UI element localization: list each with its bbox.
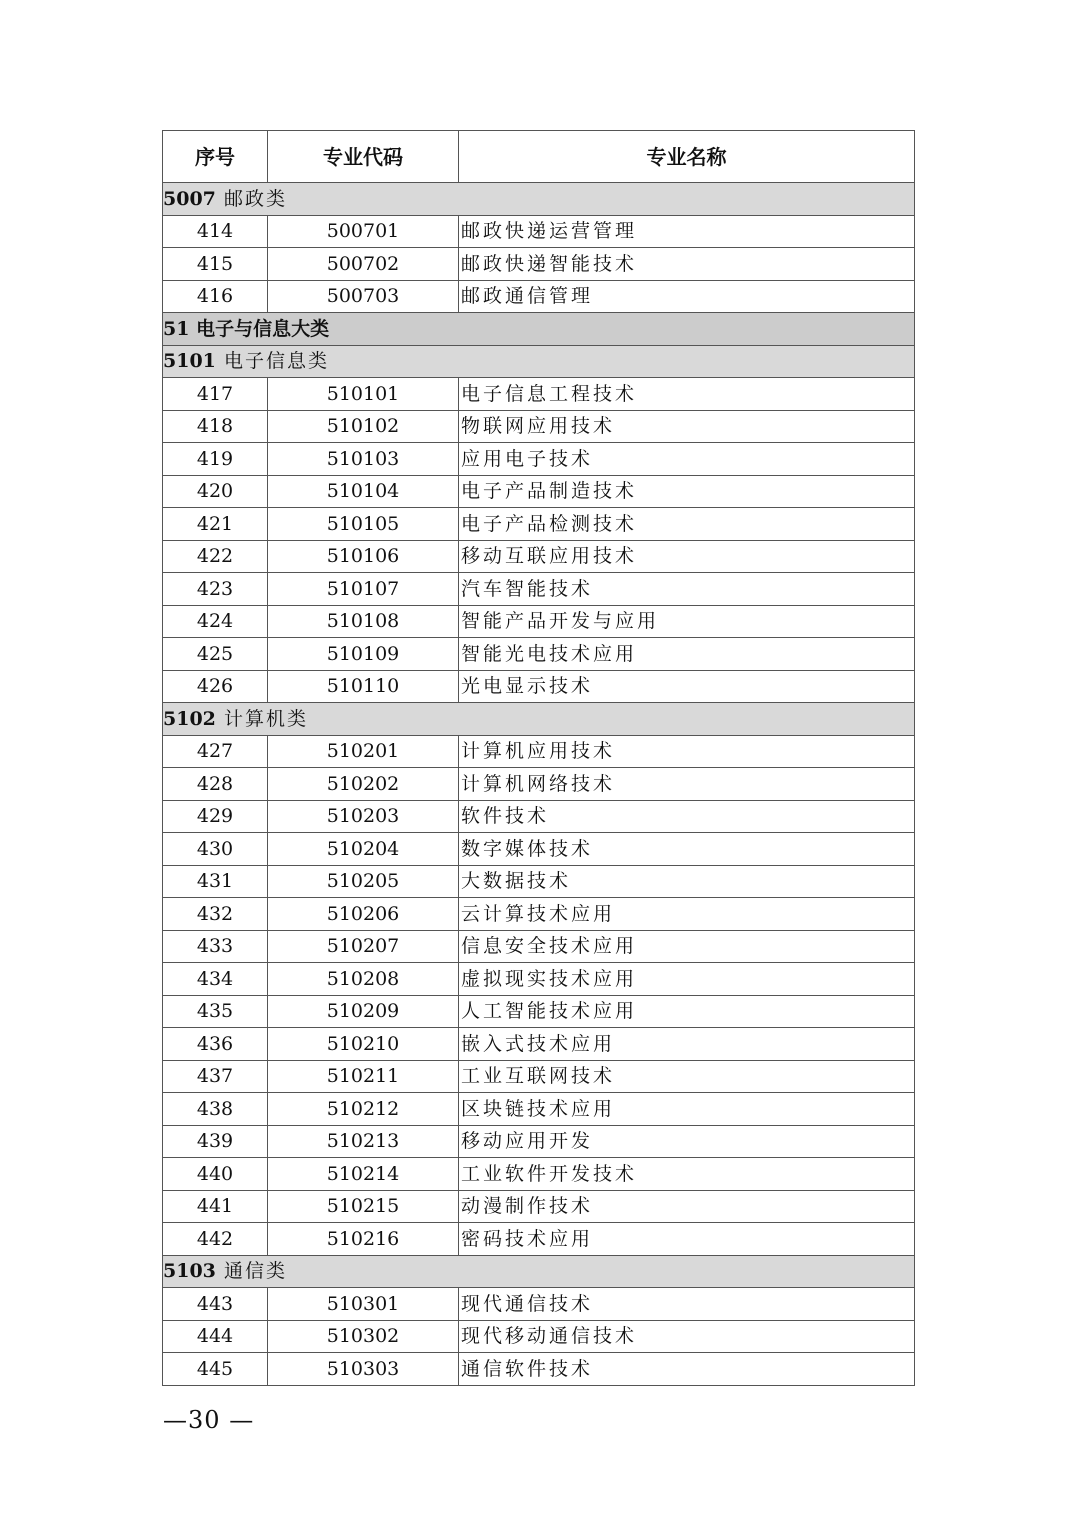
- row-code: 510107: [268, 573, 459, 606]
- table-row: [163, 443, 915, 476]
- row-seq: 430: [163, 833, 268, 866]
- row-name: 云计算技术应用: [459, 898, 915, 931]
- category-row: [163, 1255, 915, 1288]
- row-name: 应用电子技术: [459, 443, 915, 476]
- row-name: 人工智能技术应用: [459, 995, 915, 1028]
- row-seq: 424: [163, 605, 268, 638]
- row-seq: 419: [163, 443, 268, 476]
- row-name: 计算机网络技术: [459, 768, 915, 801]
- category-code: 5102: [163, 707, 216, 730]
- table-row: [163, 670, 915, 703]
- table-row: [163, 280, 915, 313]
- row-name: 邮政通信管理: [459, 280, 915, 313]
- row-name: 信息安全技术应用: [459, 930, 915, 963]
- table-row: [163, 768, 915, 801]
- category-code: 5007: [163, 187, 216, 210]
- row-code: 510207: [268, 930, 459, 963]
- table-row: [163, 508, 915, 541]
- category-cell: [163, 183, 915, 216]
- table-row: [163, 1223, 915, 1256]
- row-seq: 418: [163, 410, 268, 443]
- table-row: [163, 1093, 915, 1126]
- row-seq: 426: [163, 670, 268, 703]
- row-name: 通信软件技术: [459, 1353, 915, 1386]
- table-row: [163, 605, 915, 638]
- row-name: 光电显示技术: [459, 670, 915, 703]
- row-seq: 421: [163, 508, 268, 541]
- row-code: 510201: [268, 735, 459, 768]
- row-code: 510101: [268, 378, 459, 411]
- table-row: [163, 1028, 915, 1061]
- category-cell: [163, 1255, 915, 1288]
- table-row: [163, 1158, 915, 1191]
- row-code: 510102: [268, 410, 459, 443]
- table-body: [163, 183, 915, 1386]
- row-name: 电子产品制造技术: [459, 475, 915, 508]
- row-name: 物联网应用技术: [459, 410, 915, 443]
- table-row: [163, 410, 915, 443]
- row-seq: 435: [163, 995, 268, 1028]
- table-row: [163, 573, 915, 606]
- page-number: 30: [188, 1406, 221, 1434]
- table-row: [163, 995, 915, 1028]
- row-code: 510203: [268, 800, 459, 833]
- row-name: 软件技术: [459, 800, 915, 833]
- row-name: 嵌入式技术应用: [459, 1028, 915, 1061]
- row-seq: 443: [163, 1288, 268, 1321]
- row-name: 数字媒体技术: [459, 833, 915, 866]
- row-seq: 425: [163, 638, 268, 671]
- major-category-row: [163, 313, 915, 346]
- table-row: [163, 833, 915, 866]
- row-code: 510214: [268, 1158, 459, 1191]
- row-code: 510211: [268, 1060, 459, 1093]
- table-row: [163, 1288, 915, 1321]
- table-row: [163, 800, 915, 833]
- table-row: [163, 1060, 915, 1093]
- row-code: 510302: [268, 1320, 459, 1353]
- table-row: [163, 248, 915, 281]
- table-row: [163, 215, 915, 248]
- majors-table: [162, 130, 915, 1386]
- row-seq: 423: [163, 573, 268, 606]
- table-row: [163, 865, 915, 898]
- row-seq: 442: [163, 1223, 268, 1256]
- category-name: 电子与信息大类: [196, 317, 330, 340]
- row-name: 电子信息工程技术: [459, 378, 915, 411]
- row-code: 510109: [268, 638, 459, 671]
- row-seq: 415: [163, 248, 268, 281]
- row-seq: 438: [163, 1093, 268, 1126]
- row-code: 510204: [268, 833, 459, 866]
- row-name: 大数据技术: [459, 865, 915, 898]
- category-row: [163, 345, 915, 378]
- category-row: [163, 703, 915, 736]
- row-code: 510212: [268, 1093, 459, 1126]
- category-name: 通信类: [223, 1260, 287, 1283]
- row-code: 510104: [268, 475, 459, 508]
- row-name: 动漫制作技术: [459, 1190, 915, 1223]
- row-code: 510210: [268, 1028, 459, 1061]
- row-code: 500703: [268, 280, 459, 313]
- table-row: [163, 898, 915, 931]
- row-seq: 432: [163, 898, 268, 931]
- category-cell: [163, 703, 915, 736]
- row-code: 510202: [268, 768, 459, 801]
- row-code: 510103: [268, 443, 459, 476]
- row-code: 510110: [268, 670, 459, 703]
- table-row: [163, 540, 915, 573]
- table-row: [163, 638, 915, 671]
- row-seq: 428: [163, 768, 268, 801]
- row-seq: 416: [163, 280, 268, 313]
- table-row: [163, 963, 915, 996]
- category-code: 5103: [163, 1260, 216, 1283]
- row-seq: 437: [163, 1060, 268, 1093]
- row-seq: 417: [163, 378, 268, 411]
- row-seq: 427: [163, 735, 268, 768]
- row-code: 510301: [268, 1288, 459, 1321]
- row-name: 邮政快递运营管理: [459, 215, 915, 248]
- row-code: 500702: [268, 248, 459, 281]
- row-name: 工业互联网技术: [459, 1060, 915, 1093]
- table-row: [163, 1190, 915, 1223]
- row-seq: 431: [163, 865, 268, 898]
- row-seq: 414: [163, 215, 268, 248]
- category-row: [163, 183, 915, 216]
- row-name: 智能光电技术应用: [459, 638, 915, 671]
- row-name: 计算机应用技术: [459, 735, 915, 768]
- row-seq: 436: [163, 1028, 268, 1061]
- header-seq: 序号: [163, 131, 268, 183]
- row-name: 智能产品开发与应用: [459, 605, 915, 638]
- table-row: [163, 475, 915, 508]
- table-row: [163, 930, 915, 963]
- row-name: 移动互联应用技术: [459, 540, 915, 573]
- row-name: 汽车智能技术: [459, 573, 915, 606]
- row-name: 密码技术应用: [459, 1223, 915, 1256]
- row-seq: 422: [163, 540, 268, 573]
- table-row: [163, 1125, 915, 1158]
- header-name: 专业名称: [459, 131, 915, 183]
- footer-dash-right: —: [229, 1406, 255, 1434]
- row-name: 区块链技术应用: [459, 1093, 915, 1126]
- row-seq: 441: [163, 1190, 268, 1223]
- row-name: 邮政快递智能技术: [459, 248, 915, 281]
- row-code: 510206: [268, 898, 459, 931]
- page-footer: [163, 1406, 254, 1434]
- category-code: 5101: [163, 350, 216, 373]
- row-seq: 433: [163, 930, 268, 963]
- row-code: 510106: [268, 540, 459, 573]
- row-name: 移动应用开发: [459, 1125, 915, 1158]
- row-code: 510205: [268, 865, 459, 898]
- row-code: 500701: [268, 215, 459, 248]
- row-code: 510209: [268, 995, 459, 1028]
- row-name: 工业软件开发技术: [459, 1158, 915, 1191]
- category-name: 邮政类: [223, 187, 287, 210]
- row-name: 现代通信技术: [459, 1288, 915, 1321]
- row-seq: 429: [163, 800, 268, 833]
- row-seq: 439: [163, 1125, 268, 1158]
- category-cell: [163, 313, 915, 346]
- category-code: 51: [163, 317, 190, 340]
- footer-dash-left: —: [163, 1406, 188, 1434]
- row-seq: 445: [163, 1353, 268, 1386]
- row-code: 510216: [268, 1223, 459, 1256]
- row-name: 电子产品检测技术: [459, 508, 915, 541]
- row-name: 虚拟现实技术应用: [459, 963, 915, 996]
- table-row: [163, 1320, 915, 1353]
- category-cell: [163, 345, 915, 378]
- table-row: [163, 1353, 915, 1386]
- row-seq: 444: [163, 1320, 268, 1353]
- row-seq: 420: [163, 475, 268, 508]
- row-code: 510208: [268, 963, 459, 996]
- row-seq: 434: [163, 963, 268, 996]
- row-code: 510105: [268, 508, 459, 541]
- row-seq: 440: [163, 1158, 268, 1191]
- row-code: 510213: [268, 1125, 459, 1158]
- header-code: 专业代码: [268, 131, 459, 183]
- table-header-row: [163, 131, 915, 183]
- category-name: 电子信息类: [223, 350, 329, 373]
- row-code: 510303: [268, 1353, 459, 1386]
- row-name: 现代移动通信技术: [459, 1320, 915, 1353]
- row-code: 510215: [268, 1190, 459, 1223]
- category-name: 计算机类: [223, 707, 308, 730]
- table-row: [163, 735, 915, 768]
- table-row: [163, 378, 915, 411]
- row-code: 510108: [268, 605, 459, 638]
